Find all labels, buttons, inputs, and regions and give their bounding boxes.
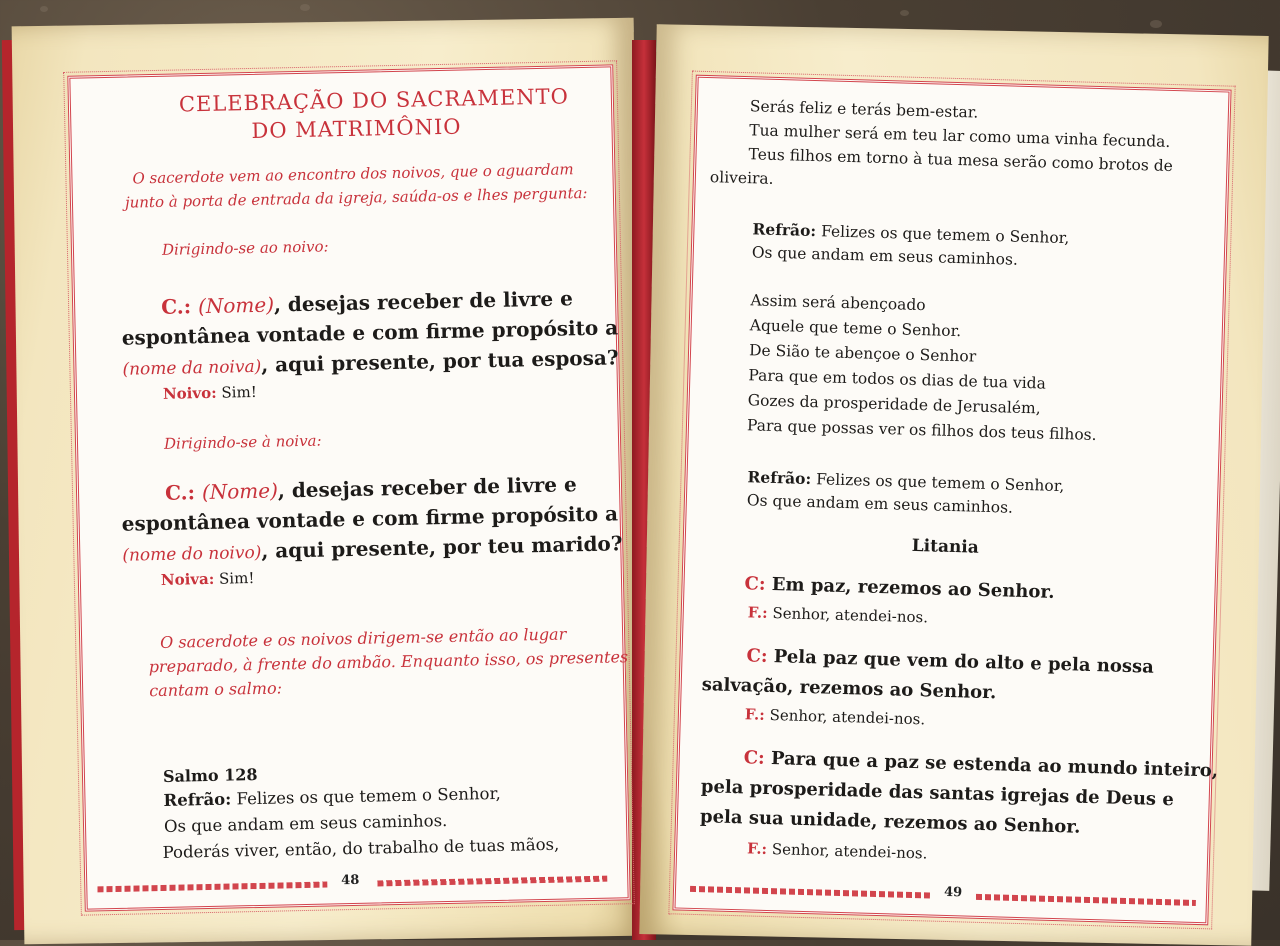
stanza-line: Para que possas ver os filhos dos teus filhos. bbox=[746, 416, 1097, 445]
title-line-1: CELEBRAÇÃO DO SACRAMENTO bbox=[178, 84, 570, 117]
refrain-right-1 bbox=[752, 219, 1069, 247]
bride-label: Noiva: bbox=[160, 569, 215, 589]
refrain-right-label: Refrão: bbox=[752, 219, 817, 241]
question-1-text-1: , desejas receber de livre e bbox=[273, 286, 574, 317]
petition-1 bbox=[744, 573, 1054, 603]
petition-3-text-1: Para que a paz se estenda ao mundo inteiro, bbox=[770, 748, 1219, 782]
petition-2-text-1: Pela paz que vem do alto e pela nossa bbox=[773, 646, 1155, 678]
response-1 bbox=[748, 603, 929, 626]
refrain-line-1 bbox=[163, 784, 501, 810]
psalm-line-1: Serás feliz e terás bem-estar. bbox=[749, 97, 979, 122]
groom-answer: Sim! bbox=[221, 382, 257, 402]
refrain-text-1: Felizes os que temem o Senhor, bbox=[236, 783, 502, 809]
groom-name-placeholder: (nome do noivo) bbox=[122, 542, 262, 566]
refrain2-line-2: Os que andam em seus caminhos. bbox=[746, 491, 1014, 517]
question-2-line-3 bbox=[122, 531, 623, 565]
refrain-right-2: Os que andam em seus caminhos. bbox=[751, 243, 1019, 269]
question-2-line-1 bbox=[165, 472, 577, 505]
psalm-line-3: Teus filhos em torno à tua mesa serão como brotos de bbox=[748, 145, 1174, 176]
stanza-line: Para que em todos os dias de tua vida bbox=[748, 366, 1047, 393]
response-2-text: Senhor, atendei-nos. bbox=[769, 705, 926, 729]
petition-3-line-3: pela sua unidade, rezemos ao Senhor. bbox=[699, 806, 1081, 838]
c-label-3: C: bbox=[743, 747, 765, 769]
petition-3-line-2: pela prosperidade das santas igrejas de Deus e bbox=[700, 776, 1175, 811]
f-label: F.: bbox=[747, 603, 768, 622]
intro-line-1: O sacerdote vem ao encontro dos noivos, que o aguardam bbox=[132, 160, 574, 188]
litany-title: Litania bbox=[911, 535, 980, 558]
refrain-label: Refrão: bbox=[163, 789, 232, 810]
intro-line-2: junto à porta de entrada da igreja, saúda-os e lhes pergunta: bbox=[124, 183, 588, 212]
response-1-text: Senhor, atendei-nos. bbox=[772, 604, 929, 627]
stanza-line: Assim será abençoado bbox=[750, 291, 926, 315]
response-3 bbox=[747, 839, 928, 862]
page-number-48: 48 bbox=[341, 872, 360, 889]
footer-ornament-right-right-page bbox=[976, 894, 1196, 906]
title-line-2: DO MATRIMÔNIO bbox=[251, 114, 462, 143]
refrain2-line-1 bbox=[747, 467, 1064, 495]
stanza-line: De Sião te abençoe o Senhor bbox=[748, 341, 977, 366]
refrain-right-text-1: Felizes os que temem o Senhor, bbox=[820, 222, 1070, 248]
rubric-line-2: preparado, à frente do ambão. Enquanto isso, os presentes bbox=[148, 647, 629, 677]
to-groom-rubric: Dirigindo-se ao noivo: bbox=[161, 237, 329, 259]
petition-1-text: Em paz, rezemos ao Senhor. bbox=[771, 574, 1055, 603]
bride-name-placeholder: (nome da noiva) bbox=[122, 356, 262, 380]
name-placeholder-2: (Nome) bbox=[201, 478, 279, 505]
refrain2-text-1: Felizes os que temem o Senhor, bbox=[815, 470, 1065, 496]
refrain-line-2: Os que andam em seus caminhos. bbox=[163, 811, 448, 836]
left-page-frame bbox=[67, 64, 630, 911]
question-1-line-1 bbox=[161, 286, 573, 319]
refrain2-label: Refrão: bbox=[747, 467, 812, 489]
question-2-line-2: espontânea vontade e com firme propósito a bbox=[121, 501, 619, 536]
celebrant-label-2: C.: bbox=[164, 480, 196, 505]
footer-ornament-left bbox=[97, 882, 327, 893]
bride-answer: Sim! bbox=[218, 569, 255, 588]
question-2-text-1: , desejas receber de livre e bbox=[277, 472, 577, 503]
f-label-2: F.: bbox=[744, 705, 766, 724]
psalm-line: Poderás viver, então, do trabalho de tuas mãos, bbox=[162, 834, 560, 862]
psalm-line-2: Tua mulher será em teu lar como uma vinha fecunda. bbox=[748, 121, 1171, 151]
answer-2 bbox=[161, 569, 255, 589]
stanza-line: Gozes da prosperidade de Jerusalém, bbox=[747, 391, 1041, 418]
question-1-line-2: espontânea vontade e com firme propósito a bbox=[121, 315, 619, 350]
response-2 bbox=[745, 705, 926, 728]
answer-1 bbox=[163, 383, 257, 403]
psalm-title: Salmo 128 bbox=[162, 764, 258, 786]
c-label: C: bbox=[744, 573, 766, 595]
page-number-49: 49 bbox=[943, 884, 963, 901]
rubric-line-1: O sacerdote e os noivos dirigem-se então ao lugar bbox=[159, 624, 567, 652]
stanza-line: Aquele que teme o Senhor. bbox=[749, 316, 962, 341]
petition-2-line-2: salvação, rezemos ao Senhor. bbox=[701, 674, 997, 704]
question-2-text-3: , aqui presente, por teu marido? bbox=[261, 531, 623, 563]
footer-ornament-right bbox=[377, 876, 607, 887]
groom-label: Noivo: bbox=[162, 383, 217, 403]
question-1-text-3: , aqui presente, por tua esposa? bbox=[260, 345, 619, 377]
to-bride-rubric: Dirigindo-se à noiva: bbox=[163, 431, 322, 453]
psalm-line-4: oliveira. bbox=[709, 168, 774, 188]
c-label-2: C: bbox=[746, 645, 768, 667]
rubric-line-3: cantam o salmo: bbox=[149, 678, 283, 701]
name-placeholder: (Nome) bbox=[197, 292, 275, 319]
question-1-line-3 bbox=[122, 345, 619, 379]
f-label-3: F.: bbox=[746, 839, 768, 858]
petition-2-line-1 bbox=[746, 645, 1154, 677]
right-page-frame bbox=[672, 75, 1231, 926]
celebrant-label: C.: bbox=[160, 294, 192, 319]
response-3-text: Senhor, atendei-nos. bbox=[771, 840, 928, 863]
footer-ornament-left-right-page bbox=[690, 886, 930, 899]
petition-3-line-1 bbox=[743, 747, 1218, 781]
